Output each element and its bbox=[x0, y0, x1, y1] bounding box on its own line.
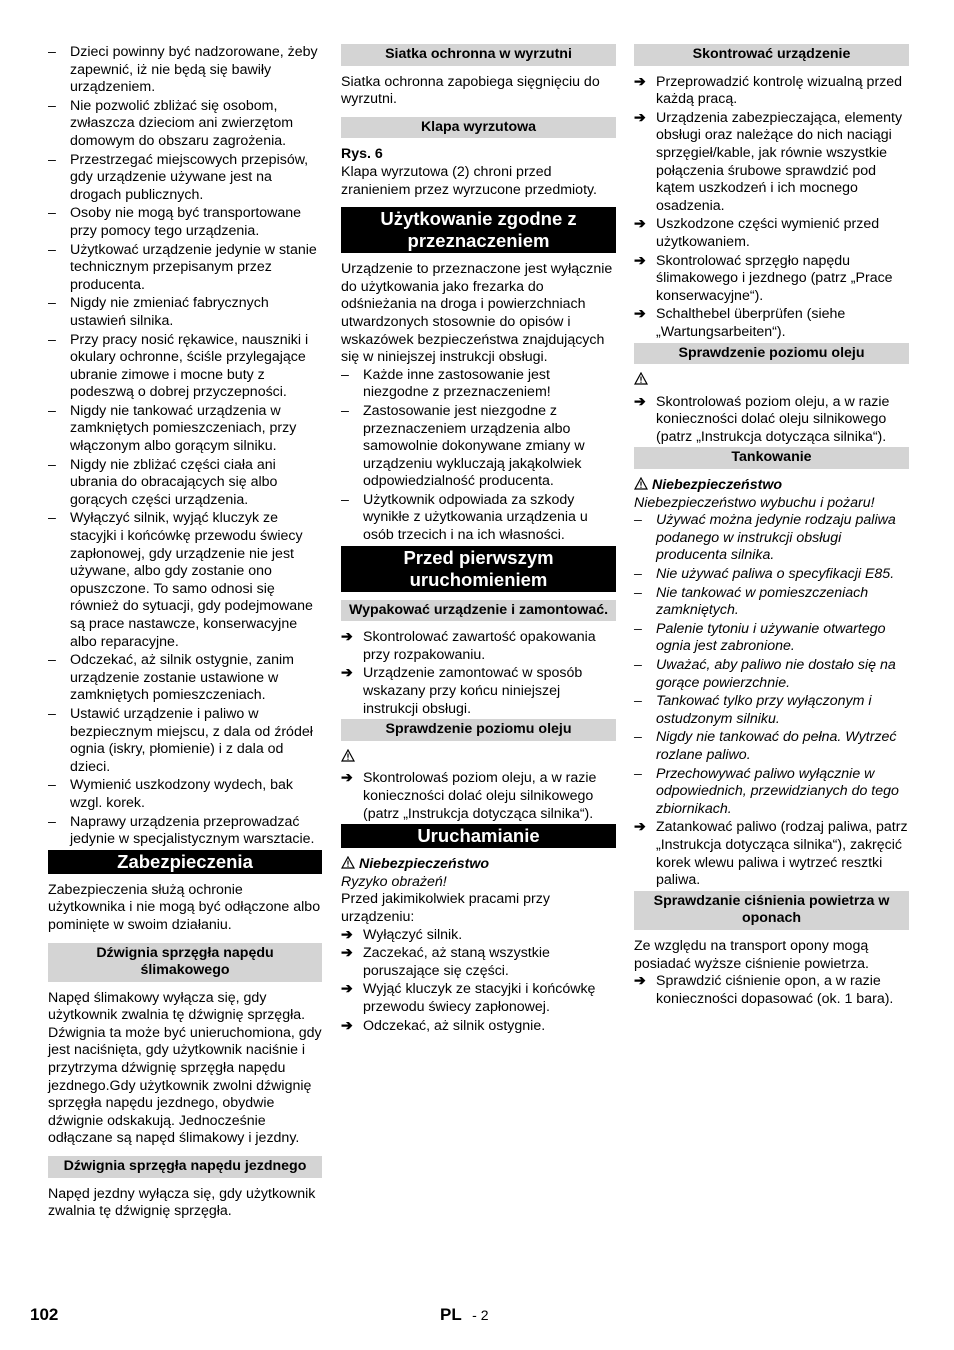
list-item bbox=[48, 205, 322, 240]
dash-bullet-icon: – bbox=[48, 44, 56, 60]
list-item-text: Nie tankować w pomieszczeniach zamkniętych. bbox=[656, 584, 869, 619]
list-item bbox=[634, 585, 909, 620]
list-item bbox=[48, 510, 322, 651]
dash-bullet-icon: – bbox=[341, 402, 349, 419]
list-item-text: Uważać, aby paliwo nie dostało się na gorące powierzchnie. bbox=[656, 657, 896, 691]
dash-bullet-icon: – bbox=[48, 241, 56, 258]
list-item bbox=[341, 927, 616, 945]
list-item bbox=[48, 403, 322, 456]
list-item-text: Użytkować urządzenie jedynie w stanie technicznym przepisanym przez producenta. bbox=[70, 241, 317, 293]
section-heading-uzytkowanie: Użytkowanie zgodne z przeznaczeniem bbox=[341, 207, 616, 253]
list-item bbox=[341, 945, 616, 980]
list-item-text: Urządzenia zabezpieczająca, elementy obsługi oraz należące do nich naciągi sprzęgieł/kable, jak równie wszystkie połączenia śrubowe sprawdzić pod kątem uszkodzeń i ich mocnego osadzenia. bbox=[656, 109, 903, 214]
subheading-skontrowac: Skontrować urządzenie bbox=[634, 44, 909, 66]
danger-label: Niebezpieczeństwo bbox=[634, 477, 909, 495]
list-item bbox=[634, 512, 909, 565]
list-item-text: Osoby nie mogą być transportowane przy pomocy tego urządzenia. bbox=[70, 205, 302, 239]
list-item bbox=[634, 74, 909, 109]
section-heading-przed-pierwszym: Przed pierwszym uruchomieniem bbox=[341, 546, 616, 592]
list-item bbox=[48, 706, 322, 776]
list-item bbox=[634, 216, 909, 251]
list-item bbox=[48, 98, 322, 151]
dash-bullet-icon: – bbox=[341, 491, 349, 508]
list-item-text: Przy pracy nosić rękawice, nauszniki i okulary ochronne, ściśle przylegające ubranie zimowe i mocne buty z podeszwą o dobrej przyczepności. bbox=[70, 331, 309, 401]
list-item bbox=[634, 394, 909, 447]
list-item-text: Ustawić urządzenie i paliwo w bezpiecznym miejscu, z dala od źródeł ognia (iskry, płomienie) i z dala od dzieci. bbox=[70, 705, 313, 775]
list-item-text: Przeprowadzić kontrolę wizualną przed każdą pracą. bbox=[656, 73, 903, 108]
arrow-bullet-icon: ➔ bbox=[634, 393, 646, 410]
arrow-bullet-icon: ➔ bbox=[341, 1017, 353, 1034]
arrow-bullet-icon: ➔ bbox=[634, 306, 646, 323]
list-item-text: Wymienić uszkodzony wydech, bak wzgl. korek. bbox=[70, 777, 294, 811]
paragraph: Przed jakimikolwiek pracami przy urządzeniu: bbox=[341, 891, 550, 925]
paragraph: Klapa wyrzutowa (2) chroni przed zranieniem przez wyrzucone przedmioty. bbox=[341, 163, 597, 198]
list-item-text: Skontrolować sprzęgło napędu ślimakowego i jezdnego (patrz „Prace konserwacyjne“). bbox=[656, 252, 893, 304]
unpack-steps bbox=[341, 629, 616, 718]
footer-lang: PL - 2 bbox=[440, 1305, 489, 1324]
list-item-text: Zastosowanie jest niezgodne z przeznaczeniem urządzenia albo samowolnie dokonywane zmiany w urządzeniu wykluczają jakąkolwiek odpowiedzialność producenta. bbox=[363, 402, 585, 490]
subheading-wypakowac: Wypakować urządzenie i zamontować. bbox=[341, 600, 616, 622]
list-item bbox=[48, 242, 322, 295]
dash-bullet-icon: – bbox=[634, 620, 642, 637]
list-item-text: Wyłączyć silnik, wyjąć kluczyk ze stacyjki i końcówkę przewodu świecy zapłonowej, gdy urządzenie nie jest używane, albo gdy zostanie ono opuszczone. To samo odnosi się również do sytuacji, gdy podejmowane są prace nastawcze, konserwacyjne albo reparacyjne. bbox=[70, 510, 313, 650]
danger-label: Niebezpieczeństwo bbox=[341, 856, 616, 874]
list-item bbox=[634, 766, 909, 819]
list-item bbox=[634, 729, 909, 764]
list-item bbox=[634, 306, 909, 341]
list-item-text: Dzieci powinny być nadzorowane, żeby zapewnić, iż nie będą się bawiły urządzeniem. bbox=[70, 44, 318, 96]
list-item-text: Odczekać, aż silnik ostygnie, zanim urządzenie zostanie ustawione w zamkniętych pomieszczeniach. bbox=[70, 652, 294, 704]
list-item bbox=[634, 693, 909, 728]
list-item bbox=[634, 110, 909, 216]
dash-bullet-icon: – bbox=[48, 652, 56, 669]
paragraph: Urządzenie to przeznaczone jest wyłącznie do użytkowania jako frezarka do odśnieżania na droga i powierzchniach utwardzonych stosownie do opisów i wskazówek bezpieczeństwa znajdujących się w niniejszej instrukcji obsługi. bbox=[341, 261, 613, 366]
list-item bbox=[634, 253, 909, 306]
oil-steps bbox=[634, 394, 909, 447]
list-item-text: Uszkodzone części wymienić przed użytkowaniem. bbox=[656, 216, 880, 250]
dash-bullet-icon: – bbox=[634, 566, 642, 583]
arrow-bullet-icon: ➔ bbox=[634, 73, 646, 90]
dash-bullet-icon: – bbox=[48, 777, 56, 794]
dash-bullet-icon: – bbox=[48, 510, 56, 527]
list-item-text: Skontrolowaś poziom oleju, a w razie konieczności dolać oleju silnikowego (patrz „Instrukcja dotycząca silnika“). bbox=[656, 393, 890, 445]
dash-bullet-icon: – bbox=[48, 456, 56, 473]
section-heading-zabezpieczenia: Zabezpieczenia bbox=[48, 850, 322, 874]
dash-bullet-icon: – bbox=[634, 512, 642, 529]
risk-note: Niebezpieczeństwo wybuchu i pożaru! bbox=[634, 494, 875, 511]
tire-steps bbox=[634, 973, 909, 1008]
dash-bullet-icon: – bbox=[341, 366, 349, 383]
dash-bullet-icon: – bbox=[634, 729, 642, 746]
paragraph: Napęd jezdny wyłącza się, gdy użytkownik zwalnia tę dźwignię sprzęgła. bbox=[48, 1185, 316, 1220]
list-item bbox=[341, 665, 616, 718]
dash-bullet-icon: – bbox=[48, 151, 56, 168]
subheading-siatka: Siatka ochronna w wyrzutni bbox=[341, 44, 616, 66]
list-item-text: Każde inne zastosowanie jest niezgodne z przeznaczeniem! bbox=[363, 366, 551, 401]
list-item bbox=[48, 44, 322, 97]
arrow-bullet-icon: ➔ bbox=[634, 109, 646, 126]
subheading-klapa: Klapa wyrzutowa bbox=[341, 117, 616, 139]
list-item-text: Nigdy nie zbliżać części ciała ani ubrania do obracających się albo gorących części urządzenia. bbox=[70, 456, 278, 508]
dash-bullet-icon: – bbox=[634, 657, 642, 673]
paragraph: Zabezpieczenia służą ochronie użytkownika i nie mogą być odłączone albo pominięte w swoim działaniu. bbox=[48, 881, 321, 933]
arrow-bullet-icon: ➔ bbox=[634, 973, 646, 990]
subheading-dzwignia-slimakowego: Dźwignia sprzęgła napędu ślimakowego bbox=[48, 943, 322, 982]
list-item-text: Nigdy nie tankować urządzenia w zamkniętych pomieszczeniach, przy włączonym albo gorącym silniku. bbox=[70, 402, 297, 455]
subheading-poziom-oleju: Sprawdzenie poziomu oleju bbox=[341, 719, 616, 741]
list-item bbox=[48, 777, 322, 812]
fuel-rules-list bbox=[634, 512, 909, 818]
subheading-poziom-oleju: Sprawdzenie poziomu oleju bbox=[634, 343, 909, 365]
list-item-text: Tankować tylko przy wyłączonym i ostudzonym silniku. bbox=[656, 693, 872, 727]
oil-steps bbox=[341, 770, 616, 823]
list-item bbox=[634, 566, 909, 584]
list-item bbox=[48, 652, 322, 705]
warning-icon bbox=[634, 372, 909, 390]
list-item bbox=[341, 629, 616, 664]
list-item bbox=[341, 1018, 616, 1036]
subheading-tankowanie: Tankowanie bbox=[634, 447, 909, 469]
list-item bbox=[48, 814, 322, 849]
list-item-text: Schalthebel überprüfen (siehe „Wartungsarbeiten“). bbox=[656, 306, 846, 340]
warning-icon bbox=[634, 477, 648, 490]
list-item bbox=[634, 819, 909, 889]
dash-bullet-icon: – bbox=[48, 402, 56, 419]
paragraph: Ze względu na transport opony mogą posiadać wyższe ciśnienie powietrza. bbox=[634, 937, 869, 972]
list-item-text: Wyjąć kluczyk ze stacyjki i końcówkę przewodu świecy zapłonowej. bbox=[363, 981, 596, 1015]
list-item bbox=[48, 457, 322, 510]
list-item-text: Odczekać, aż silnik ostygnie. bbox=[363, 1017, 546, 1034]
subheading-dzwignia-jezdnego: Dźwignia sprzęgła napędu jezdnego bbox=[48, 1156, 322, 1178]
list-item bbox=[341, 367, 616, 402]
section-heading-uruchamianie: Uruchamianie bbox=[341, 824, 616, 848]
dash-bullet-icon: – bbox=[634, 584, 642, 601]
list-item bbox=[341, 492, 616, 545]
check-steps bbox=[634, 74, 909, 342]
arrow-bullet-icon: ➔ bbox=[634, 819, 646, 836]
list-item-text: Sprawdzić ciśnienie opon, a w razie konieczności dopasować (ok. 1 bara). bbox=[656, 973, 894, 1007]
risk-note: Ryzyko obrażeń! bbox=[341, 873, 447, 890]
fuel-steps bbox=[634, 819, 909, 889]
arrow-bullet-icon: ➔ bbox=[634, 252, 646, 269]
list-item bbox=[634, 621, 909, 656]
list-item-text: Naprawy urządzenia przeprowadzać jedynie w specjalistycznym warsztacie. bbox=[70, 813, 315, 848]
warning-icon bbox=[341, 749, 616, 767]
paragraph: Napęd ślimakowy wyłącza się, gdy użytkownik zwalnia tę dźwignię sprzęgła. Dźwignia ta może być unieruchomiona, gdy jest naciśnięta, gdy użytkownik naciśnie i przytrzyma dźwignię sprzęgła napędu jezdnego.Gdy użytkownik zwolni dźwignię sprzęgła napędu jezdnego, obydwie dźwignie odskakują. Jednocześnie odłączane są napęd ślimakowy i jezdny. bbox=[48, 989, 322, 1147]
list-item-text: Nigdy nie zmieniać fabrycznych ustawień silnika. bbox=[70, 295, 269, 329]
list-item-text: Przechowywać paliwo wyłącznie w odpowiednich, przewidzianych do tego zbiornikach. bbox=[656, 765, 899, 817]
usage-list bbox=[341, 367, 616, 545]
list-item bbox=[341, 981, 616, 1016]
list-item-text: Nie pozwolić zbliżać się osobom, zwłaszcza dzieciom ani zwierzętom domowym do obszaru zagrożenia. bbox=[70, 97, 294, 149]
list-item bbox=[48, 295, 322, 330]
list-item-text: Przestrzegać miejscowych przepisów, gdy urządzenie używane jest na drogach publicznych. bbox=[70, 151, 309, 203]
page-number: 102 bbox=[30, 1305, 59, 1324]
startup-steps bbox=[341, 927, 616, 1036]
subheading-cisnienie: Sprawdzanie ciśnienia powietrza w oponach bbox=[634, 891, 909, 930]
arrow-bullet-icon: ➔ bbox=[341, 926, 353, 943]
dash-bullet-icon: – bbox=[634, 693, 642, 710]
dash-bullet-icon: – bbox=[48, 205, 56, 222]
list-item-text: Nigdy nie tankować do pełna. Wytrzeć rozlane paliwo. bbox=[656, 729, 897, 763]
arrow-bullet-icon: ➔ bbox=[634, 216, 646, 233]
paragraph: Siatka ochronna zapobiega sięgnięciu do wyrzutni. bbox=[341, 73, 600, 108]
list-item-text: Palenie tytoniu i używanie otwartego ognia jest zabronione. bbox=[656, 620, 886, 655]
list-item-text: Zaczekać, aż staną wszystkie poruszające się części. bbox=[363, 945, 550, 979]
list-item bbox=[634, 973, 909, 1008]
arrow-bullet-icon: ➔ bbox=[341, 629, 353, 646]
list-item bbox=[48, 332, 322, 402]
warning-icon bbox=[341, 856, 355, 869]
list-item-text: Skontrolowaś poziom oleju, a w razie konieczności dolać oleju silnikowego (patrz „Instrukcja dotycząca silnika“). bbox=[363, 770, 597, 822]
dash-bullet-icon: – bbox=[634, 765, 642, 782]
column-2 bbox=[341, 44, 616, 1036]
arrow-bullet-icon: ➔ bbox=[341, 945, 353, 962]
dash-bullet-icon: – bbox=[48, 331, 56, 348]
list-item-text: Zatankować paliwo (rodzaj paliwa, patrz „Instrukcja dotycząca silnika“), zakręcić korek wlewu paliwa i wytrzeć resztki paliwa. bbox=[656, 819, 908, 889]
arrow-bullet-icon: ➔ bbox=[341, 770, 353, 787]
list-item-text: Użytkownik odpowiada za szkody wynikłe z użytkowania urządzenia u osób trzecich i na ich własności. bbox=[363, 491, 588, 544]
figure-reference: Rys. 6 bbox=[341, 146, 383, 163]
column-3 bbox=[634, 44, 909, 1009]
dash-bullet-icon: – bbox=[48, 705, 56, 722]
safety-list bbox=[48, 44, 322, 849]
dash-bullet-icon: – bbox=[48, 813, 56, 830]
list-item bbox=[48, 152, 322, 205]
list-item-text: Nie używać paliwa o specyfikacji E85. bbox=[656, 566, 895, 583]
list-item bbox=[341, 770, 616, 823]
list-item-text: Wyłączyć silnik. bbox=[363, 926, 463, 943]
list-item bbox=[634, 657, 909, 692]
list-item-text: Skontrolować zawartość opakowania przy rozpakowaniu. bbox=[363, 629, 596, 663]
list-item-text: Używać można jedynie rodzaju paliwa podanego w instrukcji obsługi producenta silnika. bbox=[656, 512, 896, 564]
column-1 bbox=[48, 44, 322, 1229]
arrow-bullet-icon: ➔ bbox=[341, 665, 353, 682]
dash-bullet-icon: – bbox=[48, 97, 56, 114]
list-item-text: Urządzenie zamontować w sposób wskazany przy końcu niniejszej instrukcji obsługi. bbox=[363, 665, 583, 717]
dash-bullet-icon: – bbox=[48, 295, 56, 312]
list-item bbox=[341, 403, 616, 491]
arrow-bullet-icon: ➔ bbox=[341, 981, 353, 998]
